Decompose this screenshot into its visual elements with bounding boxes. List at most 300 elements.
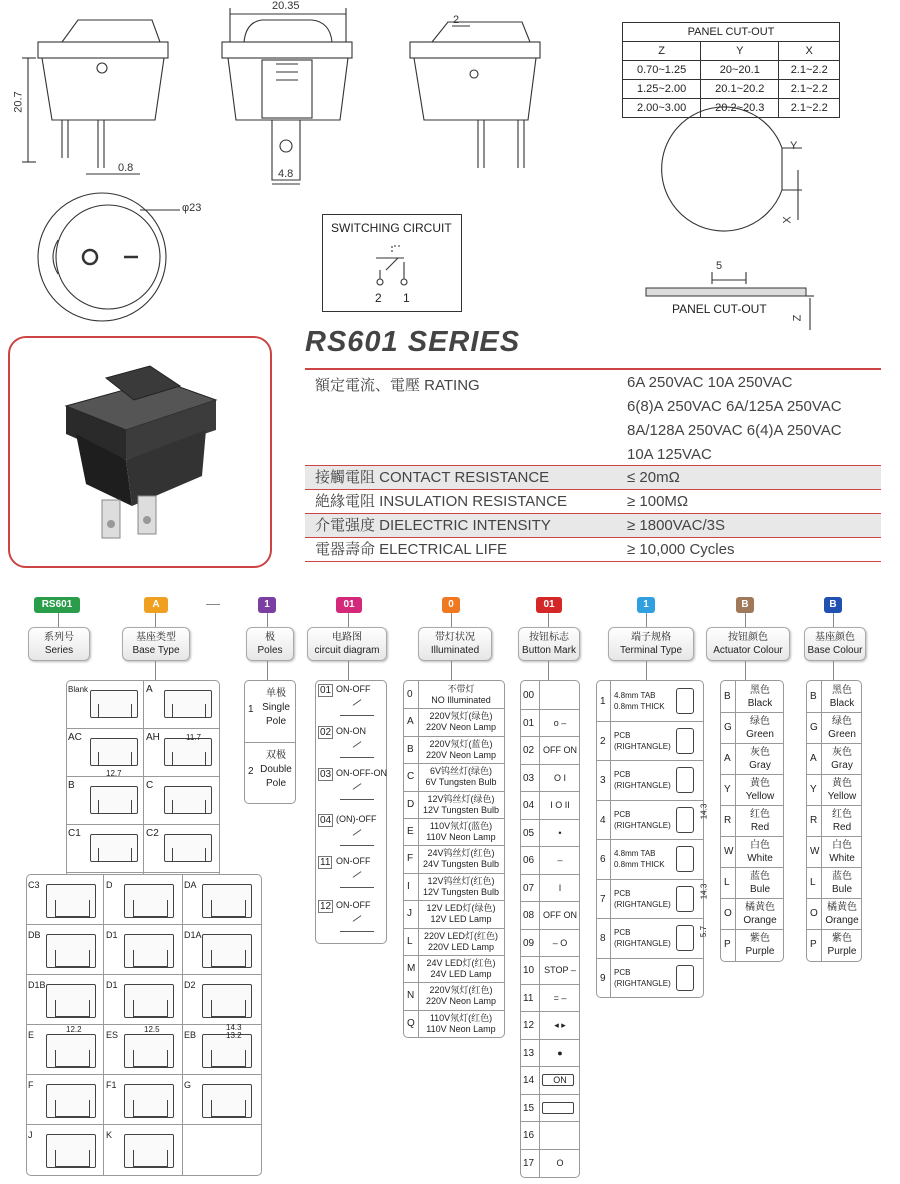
illum-en: 24V Tungsten Bulb: [422, 859, 500, 870]
base-code: K: [106, 1130, 113, 1140]
pole-en1: Single: [262, 702, 290, 713]
illum-code: 0: [407, 689, 413, 700]
base-switch-icon: [90, 834, 138, 862]
terminal-text-2: (RIGHTANGLE): [614, 978, 671, 988]
base-switch-icon: [90, 786, 138, 814]
base-switch-icon: [124, 984, 174, 1018]
spec-divider: [305, 561, 881, 562]
terminal-icon: [676, 728, 694, 754]
mark-code: 05: [523, 827, 535, 839]
order-caption-3: [307, 627, 387, 661]
illum-cn: 220V氖灯(红色): [429, 985, 493, 996]
circuit-symbol-contact: [353, 871, 362, 878]
terminal-text-1: 4.8mm TAB: [614, 691, 656, 700]
rating-line: 6A 250VAC 10A 250VAC: [627, 374, 793, 391]
pole-cn: 单极: [266, 688, 286, 699]
base-code: D: [106, 880, 113, 890]
colour-code: G: [724, 722, 732, 733]
dim-tab-width: 4.8: [278, 168, 294, 180]
circuit-label: ON-OFF-ON: [336, 768, 387, 778]
dim-es: 12.5: [144, 1025, 160, 1034]
mark-divider: [520, 791, 580, 792]
base-switch-icon: [124, 884, 174, 918]
circuit-label: (ON)-OFF: [336, 814, 377, 824]
dim-cutout-x: X: [781, 216, 794, 224]
circuit-symbol-contact: [353, 699, 362, 706]
colour-code: A: [724, 753, 731, 764]
pole-code: 2: [248, 766, 254, 777]
base-code: D1: [106, 930, 118, 940]
dim-ac: 12.7: [106, 769, 122, 778]
switching-pin-1: 1: [403, 291, 410, 305]
mark-code: 13: [523, 1047, 535, 1059]
mark-divider: [520, 764, 580, 765]
dim-offset-top: 2: [453, 14, 460, 26]
switching-pin-2: 2: [375, 291, 382, 305]
mark-code: 01: [523, 717, 535, 729]
colour-cn: 黄色: [832, 778, 852, 789]
order-connector: [745, 661, 746, 680]
circuit-code: 01: [320, 685, 332, 696]
base-switch-icon-body: [55, 1100, 90, 1117]
illum-en: 12V Tungsten Bulb: [422, 804, 500, 815]
base-switch-icon-body: [133, 1100, 168, 1117]
caption-en: Actuator Colour: [713, 645, 783, 656]
illum-cn: 12V LED灯(绿色): [426, 903, 496, 914]
mark-code: 04: [523, 800, 535, 811]
mark-code: 14: [523, 1075, 535, 1086]
caption-en: Base Type: [132, 645, 180, 656]
illum-cn: 24V LED灯(红色): [426, 958, 496, 968]
colour-code: O: [810, 908, 818, 919]
base-switch-icon-body: [55, 950, 90, 967]
base-code: F1: [106, 1080, 117, 1090]
circuit-symbol-contact: [353, 829, 362, 836]
base-switch-icon-body: [133, 1000, 168, 1017]
mark-symbol: I: [558, 882, 562, 893]
terminal-code: 6: [600, 854, 606, 865]
base-code: D2: [184, 980, 196, 990]
base-switch-icon: [202, 984, 252, 1018]
base-switch-icon-body: [98, 848, 132, 862]
base-divider: [182, 874, 183, 1176]
terminal-divider: [596, 800, 704, 801]
base-code: C: [146, 780, 154, 791]
panel-table-cell: 2.1~2.2: [779, 99, 840, 118]
illum-cn: 12V钨丝灯(红色): [427, 875, 495, 886]
panel-table-cell: 0.70~1.25: [623, 61, 701, 80]
illum-cn: 不带灯: [447, 684, 475, 694]
order-caption-0: [28, 627, 90, 661]
illum-cn: 12V钨丝灯(绿色): [427, 793, 495, 804]
caption-cn: 带灯状况: [435, 632, 475, 643]
colour-en: Black: [747, 698, 773, 709]
base-switch-icon: [164, 834, 212, 862]
terminal-text-2: (RIGHTANGLE): [614, 820, 671, 830]
base-switch-icon: [202, 934, 252, 968]
illum-en: 6V Tungsten Bulb: [425, 777, 497, 788]
circuit-label: ON-OFF: [336, 856, 371, 866]
illum-divider: [418, 680, 419, 1038]
terminal-text-2: 0.8mm THICK: [614, 702, 665, 711]
circuit-symbol: [340, 782, 374, 800]
base-code: DB: [28, 930, 41, 940]
caption-cn: 系列号: [44, 632, 74, 643]
circuit-code: 02: [320, 727, 332, 738]
spec-rating: [305, 374, 881, 464]
illum-en: 12V Tungsten Bulb: [422, 886, 500, 897]
order-connector: [267, 661, 268, 680]
order-connector: [833, 613, 834, 627]
colour-en: Orange: [743, 915, 777, 926]
illum-code: L: [407, 935, 413, 947]
mark-symbol: OFF ON: [543, 745, 577, 755]
switching-circuit-box: [322, 214, 462, 312]
base-divider: [26, 974, 262, 975]
base-code: AH: [146, 732, 160, 743]
order-tag-4: 0: [442, 597, 460, 613]
base-switch-icon-body: [211, 1050, 246, 1067]
colour-cn: 灰色: [750, 747, 770, 758]
base-switch-icon: [46, 1034, 96, 1068]
base-switch-icon: [46, 984, 96, 1018]
mark-code: 12: [523, 1020, 535, 1031]
terminal-icon: [676, 688, 694, 714]
base-switch-icon: [46, 884, 96, 918]
colour-cn: 灰色: [832, 747, 852, 758]
mark-divider: [520, 846, 580, 847]
colour-divider: [806, 774, 862, 775]
base-code: G: [184, 1080, 192, 1090]
colour-cn: 绿色: [832, 716, 852, 727]
illum-code: Q: [407, 1017, 415, 1029]
mark-symbol: –: [557, 855, 563, 865]
terminal-text-1: 4.8mm TAB: [614, 849, 656, 858]
illum-code: E: [407, 826, 414, 837]
colour-en: Gray: [831, 760, 853, 771]
terminal-icon: [676, 767, 694, 793]
terminal-divider: [596, 760, 704, 761]
colour-code: B: [724, 691, 731, 702]
illum-en: 24V LED Lamp: [430, 969, 492, 979]
order-connector: [646, 661, 647, 680]
terminal-divider: [596, 721, 704, 722]
illum-en: 220V Neon Lamp: [425, 722, 497, 733]
mark-divider: [520, 709, 580, 710]
colour-en: Orange: [825, 915, 859, 926]
colour-cn: 黑色: [750, 685, 770, 696]
dim-ah: 11.7: [186, 733, 201, 742]
order-caption-5: [518, 627, 580, 661]
terminal-text-2: (RIGHTANGLE): [614, 939, 671, 948]
mark-symbol: O: [556, 1157, 564, 1168]
base-switch-icon-body: [172, 752, 206, 766]
colour-cn: 黑色: [832, 685, 852, 696]
terminal-divider: [596, 839, 704, 840]
illum-cn: 6V钨丝灯(绿色): [429, 766, 492, 777]
caption-en: Poles: [257, 645, 283, 656]
colour-code: L: [810, 877, 816, 888]
mark-divider: [520, 1149, 580, 1150]
rocker-switch-image: [10, 338, 270, 566]
illum-en: 220V LED Lamp: [427, 941, 495, 952]
order-connector: [451, 661, 452, 680]
panel-table-header: Y: [701, 42, 779, 61]
mark-symbol: = –: [553, 992, 567, 1003]
pole-en2: Pole: [265, 778, 286, 789]
base-switch-icon: [202, 1084, 252, 1118]
spec-dielectric: [305, 514, 881, 537]
base-divider: [26, 1124, 262, 1125]
colour-cn: 红色: [832, 809, 852, 820]
illum-code: C: [407, 771, 415, 783]
panel-table-cell: 2.00~3.00: [623, 99, 701, 118]
terminal-divider: [596, 879, 704, 880]
colour-code: Y: [724, 784, 731, 795]
terminal-code: 7: [600, 893, 606, 905]
mark-symbol: ●: [557, 1047, 563, 1058]
base-switch-icon-body: [211, 1100, 246, 1117]
base-code: B: [68, 780, 75, 791]
poles-divider: [244, 742, 296, 743]
order-tag-7: B: [736, 597, 754, 613]
base-switch-icon: [164, 786, 212, 814]
mark-plate-icon: [542, 1074, 574, 1086]
colour-divider: [720, 712, 784, 713]
dim-width-top: 20.35: [272, 0, 300, 12]
colour-divider: [806, 867, 862, 868]
mark-code: 08: [523, 910, 535, 921]
mark-symbol: •: [558, 827, 562, 838]
dim-e: 12.2: [66, 1025, 82, 1034]
terminal-icon: [676, 925, 694, 951]
rating-line: 10A 125VAC: [627, 446, 712, 463]
base-switch-icon-body: [172, 800, 206, 814]
base-code: DA: [184, 880, 197, 890]
dim-cutout-five: 5: [716, 260, 723, 272]
circuit-label: ON-OFF: [336, 684, 371, 694]
terminal-code: 4: [600, 814, 606, 826]
colour-code: P: [810, 939, 817, 950]
base-divider: [26, 1074, 262, 1075]
terminal-divider: [596, 918, 704, 919]
colour-en: Bule: [749, 884, 770, 895]
base-code: AC: [68, 732, 82, 743]
insulation-label: 絶緣電阻 INSULATION RESISTANCE: [315, 493, 567, 510]
colour-en: White: [747, 853, 773, 864]
colour-en: Gray: [749, 760, 771, 771]
rating-label: 額定電流、電壓 RATING: [315, 377, 480, 394]
mark-divider: [520, 901, 580, 902]
panel-table-cell: 2.1~2.2: [779, 80, 840, 99]
order-connector: [548, 613, 549, 627]
base-switch-icon-body: [172, 704, 206, 718]
mark-divider: [520, 1039, 580, 1040]
order-connector: [548, 661, 549, 680]
base-switch-icon-body: [55, 900, 90, 917]
base-divider: [103, 874, 104, 1176]
colour-cn: 紫色: [750, 933, 770, 944]
mark-code: 00: [523, 690, 535, 701]
caption-en: Base Colour: [807, 645, 863, 656]
base-switch-icon-body: [55, 1050, 90, 1067]
base-switch-icon-body: [133, 900, 168, 917]
panel-table-cell: 20.2~20.3: [701, 99, 779, 118]
terminal-divider: [610, 680, 611, 998]
order-connector: [155, 613, 156, 627]
illum-cn: 110V氖灯(红色): [429, 1012, 493, 1023]
caption-cn: 基座类型: [136, 632, 176, 643]
illum-en: 110V Neon Lamp: [426, 832, 496, 842]
terminal-text-1: PCB: [614, 967, 631, 977]
terminal-text-1: PCB: [614, 928, 631, 937]
mark-symbol: ◂ ▸: [554, 1020, 566, 1030]
mark-code: 16: [523, 1130, 535, 1141]
mark-code: 03: [523, 772, 535, 784]
base-switch-icon-body: [211, 950, 246, 967]
mark-symbol: O I: [553, 772, 566, 783]
base-switch-icon: [202, 884, 252, 918]
terminal-icon: [676, 846, 694, 872]
mark-code: 07: [523, 882, 535, 894]
base-code: E: [28, 1030, 35, 1040]
base-code: D1B: [28, 980, 46, 990]
colour-en: Black: [829, 698, 855, 709]
base-code: F: [28, 1080, 34, 1090]
colour-divider: [735, 680, 736, 962]
terminal-text-1: PCB: [614, 770, 631, 779]
illum-en: NO Illuminated: [431, 695, 491, 705]
base-code: Blank: [68, 685, 89, 694]
base-code: D1A: [184, 930, 202, 940]
order-caption-8: [804, 627, 866, 661]
caption-cn: 基座颜色: [815, 632, 855, 643]
life-label: 電器壽命 ELECTRICAL LIFE: [315, 541, 507, 558]
illum-code: D: [407, 798, 415, 810]
colour-code: R: [810, 815, 818, 826]
illum-code: B: [407, 743, 414, 755]
circuit-symbol: [340, 828, 374, 846]
mark-symbol: OFF ON: [543, 910, 577, 920]
mark-code: 06: [523, 855, 535, 866]
circuit-code: 12: [320, 901, 332, 912]
colour-divider: [821, 680, 822, 962]
order-tag-3: 01: [336, 597, 362, 613]
caption-cn: 电路图: [332, 632, 362, 643]
illum-code: N: [407, 990, 415, 1002]
contact-value: ≤ 20mΩ: [627, 469, 680, 486]
illum-cn: 24V钨丝灯(红色): [427, 848, 495, 859]
colour-cn: 紫色: [832, 933, 852, 944]
order-caption-6: [608, 627, 694, 661]
terminal-text-2: (RIGHTANGLE): [614, 741, 671, 751]
circuit-code: 03: [320, 769, 332, 780]
circuit-symbol-contact: [353, 783, 362, 790]
colour-divider: [720, 929, 784, 930]
base-code: J: [28, 1130, 33, 1140]
colour-code: O: [724, 908, 732, 919]
caption-cn: 极: [265, 632, 275, 643]
rating-line: 6(8)A 250VAC 6A/125A 250VAC: [627, 398, 842, 415]
contact-label: 接觸電阻 CONTACT RESISTANCE: [315, 469, 550, 486]
base-switch-icon: [90, 738, 138, 766]
panel-table-header: X: [779, 42, 840, 61]
mark-symbol: – O: [552, 937, 568, 948]
colour-en: Red: [832, 822, 852, 833]
illum-cn: 220V氖灯(蓝色): [429, 738, 493, 749]
order-tag-0: RS601: [34, 597, 80, 613]
colour-divider: [806, 743, 862, 744]
dielectric-value: ≥ 1800VAC/3S: [627, 517, 726, 534]
illum-code: J: [407, 908, 412, 920]
illum-code: A: [407, 716, 414, 728]
pole-en1: Double: [260, 764, 292, 775]
mark-code: 10: [523, 965, 535, 976]
dim-eb-1: 14.3: [226, 1023, 242, 1032]
order-tag-2: 1: [258, 597, 276, 613]
colour-en: White: [829, 853, 855, 864]
panel-table-cell: 2.1~2.2: [779, 61, 840, 80]
mark-code: 17: [523, 1157, 535, 1169]
circuit-code: 04: [320, 815, 332, 826]
colour-code: A: [810, 753, 817, 764]
mark-divider: [520, 1094, 580, 1095]
illum-en: 220V Neon Lamp: [425, 749, 497, 760]
base-switch-icon-body: [133, 950, 168, 967]
mark-symbol: STOP –: [544, 965, 576, 975]
mark-divider: [520, 984, 580, 985]
colour-divider: [720, 836, 784, 837]
illum-cn: 220V氖灯(绿色): [429, 711, 493, 722]
circuit-symbol: [340, 870, 374, 888]
order-dash: [206, 604, 220, 605]
terminal-text-1: PCB: [614, 730, 631, 740]
caption-en: Illuminated: [430, 645, 480, 656]
base-switch-icon: [46, 1134, 96, 1168]
base-code: C2: [146, 828, 159, 839]
order-caption-7: [706, 627, 790, 661]
colour-cn: 橘黄色: [745, 902, 775, 913]
circuit-symbol: [340, 698, 374, 716]
panel-cutout-label: PANEL CUT-OUT: [672, 302, 767, 316]
order-connector: [155, 661, 156, 680]
base-code: A: [146, 684, 153, 695]
order-connector: [348, 613, 349, 627]
mark-symbol: I O II: [550, 800, 570, 810]
mark-divider: [520, 1011, 580, 1012]
mark-code: 11: [523, 992, 534, 1004]
terminal-icon: [676, 965, 694, 991]
colour-cn: 橘黄色: [827, 902, 857, 913]
base-switch-icon-body: [98, 752, 132, 766]
illum-en: 220V Neon Lamp: [425, 996, 497, 1007]
base-switch-icon-body: [172, 848, 206, 862]
terminal-divider: [596, 958, 704, 959]
illum-code: F: [407, 853, 414, 865]
mark-divider: [520, 929, 580, 930]
colour-cn: 绿色: [750, 716, 770, 727]
terminal-icon: [676, 886, 694, 912]
product-photo-frame: [8, 336, 272, 568]
circuit-symbol: [340, 914, 374, 932]
order-connector: [348, 661, 349, 680]
colour-code: G: [810, 722, 818, 733]
terminal-dim: 5.7: [699, 925, 709, 938]
colour-en: Red: [750, 822, 770, 833]
order-connector: [745, 613, 746, 627]
colour-en: Green: [746, 729, 774, 740]
colour-divider: [806, 929, 862, 930]
